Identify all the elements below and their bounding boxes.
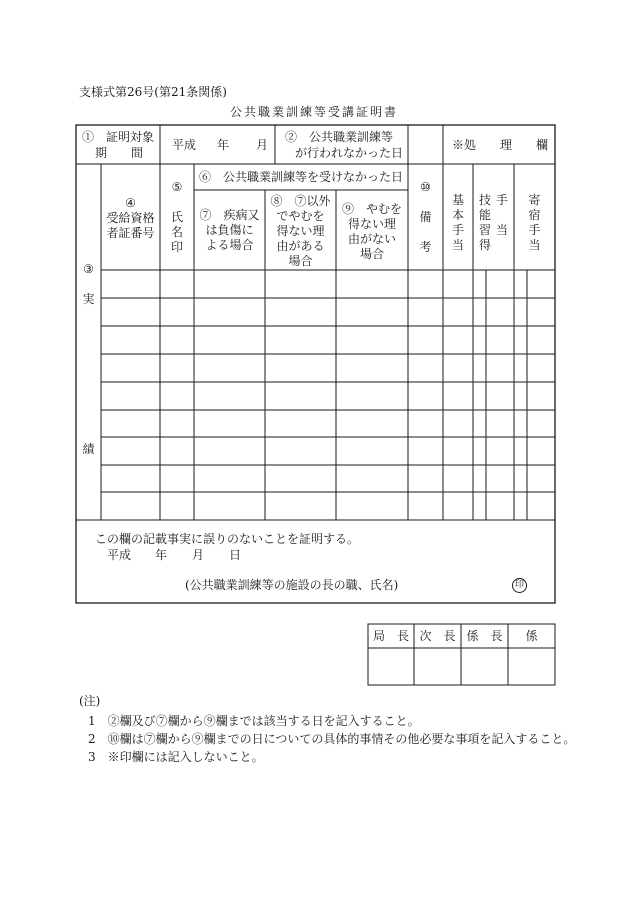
skill-allowance-label-2: 手 当 bbox=[495, 193, 508, 237]
form-number: 支様式第26号(第21条関係) bbox=[79, 85, 227, 99]
name-seal-label: ⑤ 氏 名 印 bbox=[170, 180, 183, 254]
not-attended-label: ⑥ 公共職業訓練等を受けなかった日 bbox=[199, 170, 404, 184]
period-month-unit: 月 bbox=[256, 138, 269, 152]
record-label: ③ 実 績 bbox=[82, 262, 95, 456]
skill-allowance-label: 技 能 習 得 bbox=[478, 193, 491, 252]
avoidable-label: ⑨ やむを 得ない理 由がない 場合 bbox=[341, 202, 402, 261]
period-year-unit: 年 bbox=[217, 138, 230, 152]
absence-label-line1: ② 公共職業訓練等 bbox=[285, 130, 394, 144]
absence-label-line2: が行われなかった日 bbox=[295, 146, 404, 160]
approval-staff: 係 bbox=[525, 629, 538, 643]
approval-deputy: 次 長 bbox=[419, 629, 456, 643]
page-title: 公共職業訓練等受講証明書 bbox=[230, 105, 399, 119]
seal-mark: 印 bbox=[512, 578, 527, 593]
note-item: 3 ※印欄には記入しないこと。 bbox=[88, 750, 264, 764]
note-item: 2 ⑩欄は⑦欄から⑨欄までの日についての具体的事情その他必要な事項を記入すること。 bbox=[88, 732, 576, 746]
basic-allowance-label: 基 本 手 当 bbox=[451, 193, 464, 252]
illness-label: ⑦ 疾病又 は負傷に よる場合 bbox=[199, 208, 260, 252]
cert-day-unit: 日 bbox=[229, 548, 242, 562]
signer-label: (公共職業訓練等の施設の長の職、氏名) bbox=[185, 578, 399, 592]
lodging-allowance-label: 寄 宿 手 当 bbox=[528, 193, 541, 252]
cert-month-unit: 月 bbox=[192, 548, 205, 562]
period-label-line2: 期 間 bbox=[95, 146, 144, 160]
processing-label: ※処 理 欄 bbox=[452, 138, 549, 152]
remarks-label: ⑩ 備 考 bbox=[419, 180, 432, 254]
notes-heading: (注) bbox=[79, 694, 101, 708]
cert-number-label: ④ 受給資格 者証番号 bbox=[106, 196, 155, 240]
cert-era: 平成 bbox=[107, 548, 132, 562]
period-era: 平成 bbox=[172, 138, 197, 152]
approval-director: 局 長 bbox=[372, 629, 409, 643]
cert-year-unit: 年 bbox=[155, 548, 168, 562]
other-unavoidable-label: ⑧ ⑦以外 でやむを 得ない理 由がある 場合 bbox=[270, 194, 331, 268]
period-label-line1: ① 証明対象 bbox=[82, 130, 155, 144]
approval-chief: 係 長 bbox=[466, 629, 503, 643]
note-item: 1 ②欄及び⑦欄から⑨欄までは該当する日を記入すること。 bbox=[88, 714, 420, 728]
certification-statement: この欄の記載事実に誤りのないことを証明する。 bbox=[95, 532, 360, 546]
